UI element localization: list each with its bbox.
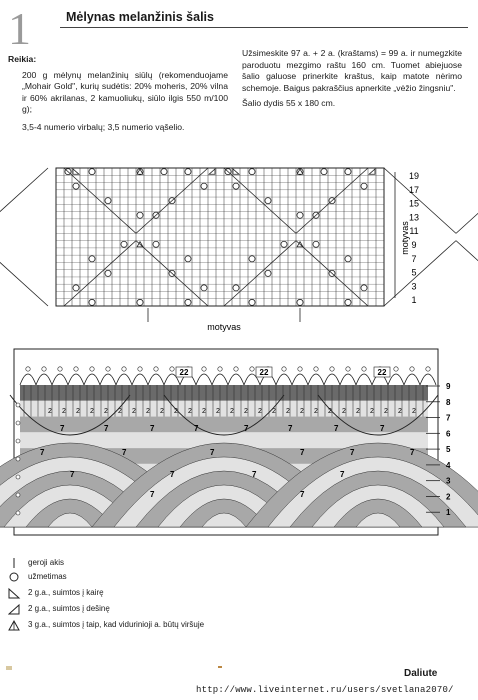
stitch-count-label: 2 xyxy=(258,408,262,415)
row-number: 9 xyxy=(411,240,417,250)
picot-loop xyxy=(58,367,62,371)
picot-loop xyxy=(282,367,286,371)
row-number: 8 xyxy=(446,397,451,407)
stitch-count-label: 2 xyxy=(272,408,276,415)
picot-loop xyxy=(218,367,222,371)
edge-loop xyxy=(16,457,20,461)
picot-loop xyxy=(298,367,302,371)
stitch-count-label: 2 xyxy=(356,408,360,415)
stitch-count-label: 2 xyxy=(90,408,94,415)
crochet-chart-artwork xyxy=(0,367,478,527)
row-number: 4 xyxy=(446,460,451,470)
row-number: 6 xyxy=(446,429,451,439)
materials-heading: Reikia: xyxy=(8,54,37,64)
yarn-over-symbol xyxy=(313,241,319,247)
yarn-over-symbol xyxy=(121,241,127,247)
chart-diagonal xyxy=(0,168,48,233)
stitch-count-label: 2 xyxy=(398,408,402,415)
yarn-over-symbol xyxy=(137,212,143,218)
stitch-count-label: 2 xyxy=(314,408,318,415)
row-number: 5 xyxy=(411,267,417,278)
page-title: Mėlynas melanžinis šalis xyxy=(66,10,214,24)
stitch-count-label: 2 xyxy=(48,408,52,415)
edge-loop xyxy=(16,475,20,479)
stitch-count-label: 7 xyxy=(40,448,45,457)
stitch-count-label: 2 xyxy=(384,408,388,415)
size-text: Šalio dydis 55 x 180 cm. xyxy=(242,98,336,108)
yarn-over-symbol xyxy=(185,256,191,262)
picot-loop xyxy=(170,367,174,371)
yarn-over-symbol xyxy=(297,212,303,218)
row-number: 2 xyxy=(446,492,451,502)
count-label: 22 xyxy=(179,368,189,377)
stitch-count-label: 2 xyxy=(244,408,248,415)
picot-loop xyxy=(250,367,254,371)
stitch-count-label: 2 xyxy=(132,408,136,415)
stitch-count-label: 7 xyxy=(122,448,127,457)
yarn-over-symbol xyxy=(105,270,111,276)
stitch-count-label: 2 xyxy=(216,408,220,415)
picot-loop xyxy=(394,367,398,371)
yarn-over-symbol xyxy=(89,299,95,305)
yarn-over-symbol xyxy=(249,256,255,262)
legend-item xyxy=(8,619,268,631)
yarn-over-symbol xyxy=(345,256,351,262)
motif-label-vertical: motyvas xyxy=(400,221,410,255)
yarn-over-symbol xyxy=(281,241,287,247)
yarn-over-symbol xyxy=(249,169,255,175)
yarn-over-symbol xyxy=(201,183,207,189)
yarn-over-symbol xyxy=(297,299,303,305)
yarn-over-symbol xyxy=(233,285,239,291)
yarn-over-symbol xyxy=(361,183,367,189)
knitting-chart-frame xyxy=(56,168,384,306)
stitch-count-label: 7 xyxy=(70,470,75,479)
instructions-column xyxy=(242,48,462,114)
stitch-count-label: 7 xyxy=(60,424,65,433)
stitch-count-label: 2 xyxy=(118,408,122,415)
stitch-count-label: 2 xyxy=(62,408,66,415)
row-number: 1 xyxy=(446,508,451,518)
tools-text: 3,5-4 numerio virbalų; 3,5 numerio vąšelio. xyxy=(22,121,185,132)
edge-loop xyxy=(16,439,20,443)
source-url: http://www.liveinternet.ru/users/svetlana2070/ xyxy=(196,685,454,695)
crochet-edging-chart xyxy=(0,345,478,545)
edge-loop xyxy=(16,403,20,407)
decorative-mark xyxy=(218,666,222,668)
yarn-over-symbol xyxy=(153,241,159,247)
title-divider xyxy=(60,27,468,28)
stitch-count-label: 7 xyxy=(170,470,175,479)
yarn-over-symbol xyxy=(73,183,79,189)
legend-item xyxy=(8,603,268,615)
right-triangle-icon xyxy=(8,603,22,615)
legend-label: 3 g.a., suimtos į taip, kad vidurinioji a. būtų viršuje xyxy=(28,620,205,629)
yarn-over-symbol xyxy=(89,256,95,262)
stitch-count-label: 7 xyxy=(288,424,293,433)
yarn-over-symbol xyxy=(265,198,271,204)
stitch-count-label: 7 xyxy=(150,490,155,499)
center-triangle-icon xyxy=(8,619,22,631)
stitch-count-label: 7 xyxy=(210,448,215,457)
picot-loop xyxy=(234,367,238,371)
yarn-over-symbol xyxy=(233,183,239,189)
yarn-over-symbol xyxy=(361,285,367,291)
picot-loop xyxy=(74,367,78,371)
materials-column xyxy=(8,54,228,139)
stitch-count-label: 7 xyxy=(410,448,415,457)
picot-loop xyxy=(42,367,46,371)
row-number: 5 xyxy=(446,445,451,455)
picot-loop xyxy=(410,367,414,371)
yarn-over-symbol xyxy=(137,299,143,305)
row-number: 15 xyxy=(408,198,420,209)
yarn-over-symbol xyxy=(265,270,271,276)
stitch-count-label: 2 xyxy=(370,408,374,415)
yarn-over-symbol xyxy=(185,299,191,305)
row-number: 3 xyxy=(446,476,451,486)
stitch-count-label: 2 xyxy=(300,408,304,415)
chart-diagonal xyxy=(456,168,478,233)
stitch-count-label: 7 xyxy=(252,470,257,479)
stitch-count-label: 2 xyxy=(104,408,108,415)
picot-loop xyxy=(154,367,158,371)
stitch-count-label: 2 xyxy=(174,408,178,415)
picot-loop xyxy=(314,367,318,371)
stitch-count-label: 2 xyxy=(286,408,290,415)
picot-loop xyxy=(426,367,430,371)
row-number: 17 xyxy=(408,184,420,195)
legend-item xyxy=(8,587,268,599)
yarn-over-symbol xyxy=(345,169,351,175)
stitch-count-label: 2 xyxy=(188,408,192,415)
edge-loop xyxy=(16,511,20,515)
stitch-count-label: 2 xyxy=(328,408,332,415)
stitch-count-label: 7 xyxy=(340,470,345,479)
count-label: 22 xyxy=(377,368,387,377)
stitch-count-label: 7 xyxy=(300,490,305,499)
motif-label-horizontal: motyvas xyxy=(207,322,241,332)
yarn-over-symbol xyxy=(105,198,111,204)
picot-loop xyxy=(90,367,94,371)
yarn-over-symbol xyxy=(73,285,79,291)
materials-text: 200 g mėlynų melanžinių siūlų (rekomenduojame „Mohair Gold", kurių sudėtis: 20% moheris, 20% vilna ir 60% akrilanas, 2 kamuoliukų, siūlo ilgis 550 m/100 g); xyxy=(22,69,228,114)
chart-diagonal xyxy=(0,241,48,306)
left-triangle-icon xyxy=(8,587,22,599)
row-number: 1 xyxy=(411,295,417,306)
yarn-over-symbol xyxy=(201,285,207,291)
stitch-count-label: 2 xyxy=(230,408,234,415)
yarn-over-symbol xyxy=(89,169,95,175)
count-label: 22 xyxy=(259,368,269,377)
color-band xyxy=(20,417,428,433)
picot-loop xyxy=(122,367,126,371)
page-number: 1 xyxy=(8,3,31,54)
vertical-bar-icon xyxy=(8,557,22,569)
legend-label: užmetimas xyxy=(28,572,67,581)
stitch-count-label: 7 xyxy=(334,424,339,433)
picot-loop xyxy=(106,367,110,371)
stitch-count-label: 7 xyxy=(380,424,385,433)
stitch-count-label: 2 xyxy=(146,408,150,415)
yarn-over-symbol xyxy=(161,169,167,175)
legend-item xyxy=(8,571,268,583)
row-number: 19 xyxy=(408,171,420,181)
instructions-text: Užsimeskite 97 a. + 2 a. (kraštams) = 99 a. ir numegzkite paroduotu mezgimo raštu 160 cm. Tuomet abiejuose šalio galuose prinerkite kraštus, kaip matote nėrimo schemoje. Baigus pakraščius apnerkite „vėžio žingsniu". xyxy=(242,48,462,93)
circle-icon xyxy=(8,571,22,583)
brand-signature: Daliute xyxy=(404,668,438,679)
yarn-over-symbol xyxy=(185,169,191,175)
legend-label: 2 g.a., suimtos į kairę xyxy=(28,588,104,597)
stitch-count-label: 7 xyxy=(300,448,305,457)
yarn-over-symbol xyxy=(321,169,327,175)
legend-label: geroji akis xyxy=(28,558,65,567)
stitch-count-label: 7 xyxy=(244,424,249,433)
picot-loop xyxy=(26,367,30,371)
row-number: 11 xyxy=(409,226,419,237)
stitch-count-label: 2 xyxy=(76,408,80,415)
decorative-mark xyxy=(6,666,12,670)
edge-loop xyxy=(16,493,20,497)
edge-loop xyxy=(16,421,20,425)
picot-loop xyxy=(330,367,334,371)
row-number: 7 xyxy=(446,413,451,423)
stitch-count-label: 2 xyxy=(412,408,416,415)
knitting-chart xyxy=(0,158,478,338)
yarn-over-symbol xyxy=(345,299,351,305)
stitch-count-label: 7 xyxy=(350,448,355,457)
picot-loop xyxy=(202,367,206,371)
legend-label: 2 g.a., suimtos į dešinę xyxy=(28,604,110,613)
picot-loop xyxy=(138,367,142,371)
stitch-count-label: 2 xyxy=(160,408,164,415)
row-number: 3 xyxy=(411,281,417,292)
stitch-count-label: 7 xyxy=(150,424,155,433)
stitch-count-label: 2 xyxy=(202,408,206,415)
picot-loop xyxy=(362,367,366,371)
picot-loop xyxy=(346,367,350,371)
row-number: 7 xyxy=(411,253,417,264)
chart-diagonal xyxy=(456,241,478,306)
stitch-count-label: 2 xyxy=(342,408,346,415)
row-number: 13 xyxy=(408,212,420,223)
stitch-count-label: 7 xyxy=(104,424,109,433)
legend-item xyxy=(8,557,268,569)
knitting-chart-row-numbers xyxy=(409,171,419,305)
yarn-over-symbol xyxy=(249,299,255,305)
row-number: 9 xyxy=(446,382,451,391)
stitch-count-label: 7 xyxy=(194,424,199,433)
